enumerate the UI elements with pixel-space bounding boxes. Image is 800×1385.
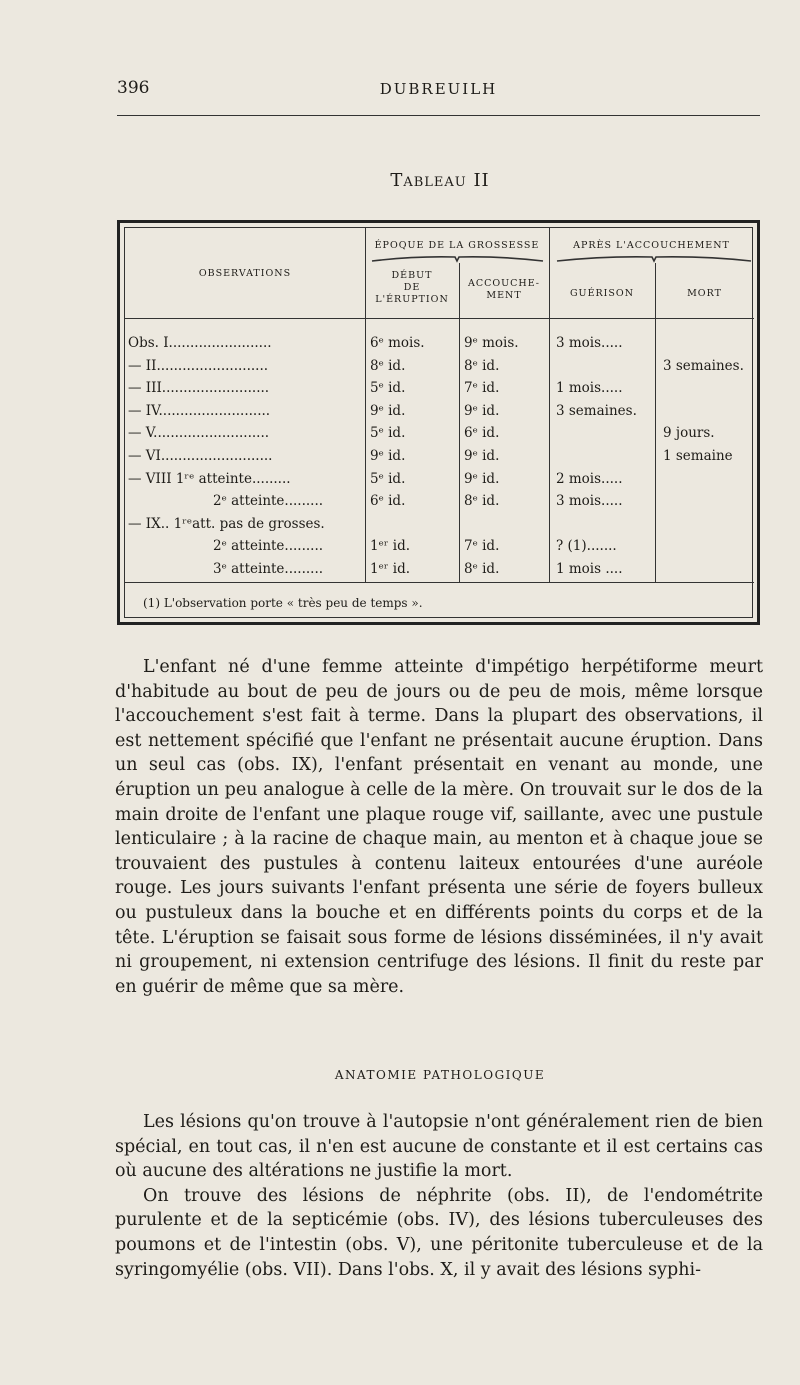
cell-debut: 8ᵉ id.: [370, 357, 406, 374]
table-row: [125, 445, 765, 467]
cell-accouchement: 9ᵉ id.: [464, 470, 500, 487]
cell-observation: — III.........................: [128, 380, 270, 397]
header-accouchement: [459, 278, 549, 302]
header-epoque: ÉPOQUE DE LA GROSSESSE: [374, 240, 540, 251]
body-text-block-1: [115, 655, 763, 999]
data-table: [117, 220, 760, 625]
cell-debut: 5ᵉ id.: [370, 425, 406, 442]
header-debut-line2: DE: [403, 282, 421, 293]
table-row: [125, 535, 765, 557]
cell-observation: — VI..........................: [128, 448, 273, 464]
header-accouche-line1: ACCOUCHE-: [467, 278, 541, 289]
table-row: [125, 490, 765, 512]
table-title: Tableau II: [390, 170, 490, 191]
cell-mort: 3 semaines.: [663, 357, 744, 374]
cell-mort: 1 semaine: [663, 448, 733, 464]
cell-guerison: 3 mois.....: [556, 335, 623, 351]
cell-guerison: 1 mois.....: [556, 380, 623, 397]
cell-observation: 2ᵉ atteinte.........: [213, 538, 324, 555]
header-brace: [370, 255, 545, 263]
cell-debut: 6ᵉ id.: [370, 493, 406, 510]
cell-guerison: 3 semaines.: [556, 402, 637, 419]
cell-observation: 3ᵉ atteinte.........: [213, 561, 324, 577]
header-brace: [555, 255, 753, 263]
table-footnote: (1) L'observation porte « très peu de temps ».: [143, 596, 423, 610]
cell-observation: — V...........................: [128, 425, 270, 442]
paragraph: On trouve des lésions de néphrite (obs. II), de l'endométrite purulente et de la septicémie (obs. IV), des lésions tuberculeuses des poumons et de l'intestin (obs. V), une péritonite tuberculeuse et de la syringomyélie (obs. VII). Dans l'obs. X, il y avait des lésions syphi-: [115, 1185, 763, 1280]
cell-observation: — IX.. 1ʳᵉatt. pas de grosses.: [128, 515, 325, 532]
table-row: [125, 332, 765, 354]
header-accouche-line2: MENT: [486, 290, 522, 301]
header-apres: APRÈS L'ACCOUCHEMENT: [573, 240, 730, 251]
cell-accouchement: 8ᵉ id.: [464, 561, 500, 577]
header-guerison: GUÉRISON: [569, 288, 635, 299]
body-text-block-2: [115, 1110, 763, 1282]
cell-accouchement: 9ᵉ id.: [464, 402, 500, 419]
header-debut-line1: DÉBUT: [391, 270, 433, 281]
cell-debut: 9ᵉ id.: [370, 402, 406, 419]
cell-guerison: 2 mois.....: [556, 470, 623, 487]
header-rule: [117, 115, 760, 116]
cell-accouchement: 6ᵉ id.: [464, 425, 500, 442]
cell-accouchement: 8ᵉ id.: [464, 357, 500, 374]
header-observations: OBSERVATIONS: [198, 268, 292, 279]
paragraph: Les lésions qu'on trouve à l'autopsie n'ont généralement rien de bien spécial, en tout cas, il n'en est aucune de constante et il est certains cas où aucune des altérations ne justifie la mort.: [115, 1112, 763, 1182]
table-row: [125, 400, 765, 422]
cell-accouchement: 7ᵉ id.: [464, 380, 500, 397]
cell-guerison: 1 mois ....: [556, 561, 623, 577]
table-inner-frame: [124, 227, 753, 618]
cell-debut: 5ᵉ id.: [370, 380, 406, 397]
table-row: [125, 468, 765, 490]
cell-debut: 6ᵉ mois.: [370, 335, 425, 351]
table-row: [125, 422, 765, 444]
table-row: [125, 355, 765, 377]
cell-accouchement: 8ᵉ id.: [464, 493, 500, 510]
cell-guerison: 3 mois.....: [556, 493, 623, 510]
footnote-divider: [125, 582, 754, 583]
header-divider: [125, 318, 754, 319]
cell-accouchement: 9ᵉ id.: [464, 448, 500, 464]
cell-debut: 9ᵉ id.: [370, 448, 406, 464]
cell-accouchement: 7ᵉ id.: [464, 538, 500, 555]
cell-mort: 9 jours.: [663, 425, 715, 442]
table-row: [125, 558, 765, 580]
cell-guerison: ? (1).......: [556, 538, 617, 555]
cell-debut: 1ᵉʳ id.: [370, 538, 411, 555]
cell-accouchement: 9ᵉ mois.: [464, 335, 519, 351]
table-row: [125, 377, 765, 399]
cell-observation: 2ᵉ atteinte.........: [213, 493, 324, 510]
cell-debut: 1ᵉʳ id.: [370, 561, 411, 577]
cell-observation: — VIII 1ʳᵉ atteinte.........: [128, 470, 291, 487]
cell-observation: Obs. I........................: [128, 335, 272, 351]
running-title: DUBREUILH: [379, 80, 498, 98]
section-heading: ANATOMIE PATHOLOGIQUE: [334, 1068, 546, 1082]
header-mort: MORT: [687, 288, 722, 299]
cell-debut: 5ᵉ id.: [370, 470, 406, 487]
page-number: 396: [117, 78, 150, 98]
paragraph: L'enfant né d'une femme atteinte d'impétigo herpétiforme meurt d'habitude au bout de peu de jours ou de peu de mois, même lorsque l'accouchement s'est fait à terme. Dans la plupart des observations, il est nettement spécifié que l'enfant ne présentait aucune éruption. Dans un seul cas (obs. IX), l'enfant présentait en venant au monde, une éruption un peu analogue à celle de la mère. On trouvait sur le dos de la main droite de l'enfant une plaque rouge vif, saillante, avec une pustule lenticulaire ; à la racine de chaque main, au menton et à chaque joue se trouvaient des pustules à contenu laiteux entourées d'une auréole rouge. Les jours suivants l'enfant présenta une série de foyers bulleux ou pustuleux dans la bouche et en différents points du corps et de la tête. L'éruption se faisait sous forme de lésions disséminées, il n'y avait ni groupement, ni extension centrifuge des lésions. Il finit du reste par en guérir de même que sa mère.: [115, 657, 763, 997]
cell-observation: — II..........................: [128, 357, 269, 374]
header-debut-line3: L'ÉRUPTION: [375, 294, 449, 305]
cell-observation: — IV..........................: [128, 402, 271, 419]
header-debut: [365, 270, 459, 306]
table-row: [125, 513, 765, 535]
